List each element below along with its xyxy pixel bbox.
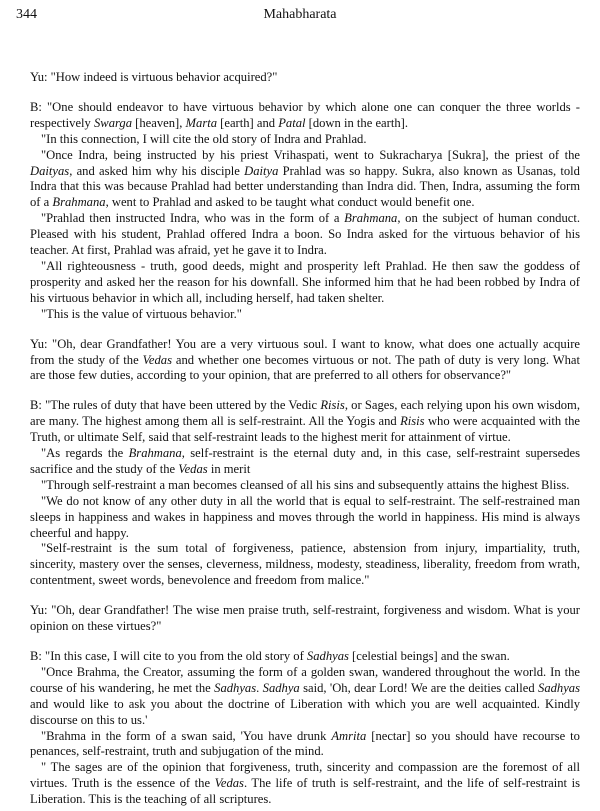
paragraph: " The sages are of the opinion that forgiveness, truth, sincerity and compassion are the foremost of all virtues. Truth is the essence of the Vedas. The life of truth is self-restraint, and the life of self-restraint is Liberation. This is the teaching of all scriptures.: [30, 760, 580, 807]
paragraph: "All righteousness - truth, good deeds, might and prosperity left Prahlad. He then saw the goddess of prosperity and asked her the reason for his downfall. She informed him that he had been robbed by Indra of his virtuous behavior in which all, including herself, had taken shelter.: [30, 258, 580, 305]
paragraph: B: "The rules of duty that have been uttered by the Vedic Risis, or Sages, each relying upon his own wisdom, are many. The highest among them all is self-restraint. All the Yogis and Risis who were acquainted with the Truth, or ultimate Self, said that self-restraint leads to the highest merit for attainment of virtue.: [30, 398, 580, 445]
paragraph: "Brahma in the form of a swan said, 'You have drunk Amrita [nectar] so you should have recourse to penances, self-restraint, truth and subjugation of the mind.: [30, 728, 580, 759]
paragraph: "We do not know of any other duty in all the world that is equal to self-restraint. The self-restrained man sleeps in happiness and wakes in happiness and moves through the world in happiness. His mind is always cheerful and happy.: [30, 493, 580, 540]
paragraph: "Prahlad then instructed Indra, who was in the form of a Brahmana, on the subject of human conduct. Pleased with his student, Prahlad offered Indra a boon. So Indra asked for the virtuous behavior of his teacher. At first, Prahlad was afraid, yet he gave it to Indra.: [30, 211, 580, 258]
body-text: [30, 70, 580, 808]
paragraph: B: "In this case, I will cite to you from the old story of Sadhyas [celestial beings] and the swan.: [30, 649, 510, 663]
paragraph: "Through self-restraint a man becomes cleansed of all his sins and subsequently attains the highest Bliss.: [41, 477, 570, 492]
paragraph: B: "One should endeavor to have virtuous behavior by which alone one can conquer the three worlds - respectively Swarga [heaven], Marta [earth] and Patal [down in the earth].: [30, 99, 580, 130]
paragraph: "This is the value of virtuous behavior.": [41, 306, 242, 321]
paragraph: Yu: "Oh, dear Grandfather! You are a very virtuous soul. I want to know, what does one actually acquire from the study of the Vedas and whether one becomes virtuous or not. The path of duty is very long. What are those few duties, according to your opinion, that are preferred to all others for observance?": [30, 336, 580, 383]
paragraph: Yu: "How indeed is virtuous behavior acquired?": [30, 70, 278, 84]
page-number: 344: [16, 7, 37, 22]
paragraph: "Once Brahma, the Creator, assuming the form of a golden swan, wandered throughout the world. In the course of his wandering, he met the Sadhyas. Sadhya said, 'Oh, dear Lord! We are the deities called Sadhyas and would like to ask you about the doctrine of Liberation with which you are well acquainted. Kindly discourse on this to us.': [30, 664, 580, 727]
paragraph: "In this connection, I will cite the old story of Indra and Prahlad.: [41, 131, 367, 146]
running-title: Mahabharata: [263, 7, 337, 22]
paragraph: "Self-restraint is the sum total of forgiveness, patience, abstension from injury, impartiality, truth, sincerity, mastery over the senses, cleverness, mildness, modesty, steadiness, liberality, freedom from wrath, contentment, sweet words, benevolence and freedom from malice.": [30, 541, 580, 588]
paragraph: "Once Indra, being instructed by his priest Vrihaspati, went to Sukracharya [Sukra], the priest of the Daityas, and asked him why his disciple Daitya Prahlad was so happy. Sukra, also known as Usanas, told Indra that this was because Prahlad had better understanding than Indra did. Then, Indra, assuming the form of a Brahmana, went to Prahlad and asked to be taught what conduct would benefit one.: [30, 147, 580, 210]
paragraph: Yu: "Oh, dear Grandfather! The wise men praise truth, self-restraint, forgiveness and wisdom. What is your opinion on these virtues?": [30, 603, 580, 634]
paragraph: "As regards the Brahmana, self-restraint is the eternal duty and, in this case, self-restraint supersedes sacrifice and the study of the Vedas in merit: [30, 446, 580, 476]
